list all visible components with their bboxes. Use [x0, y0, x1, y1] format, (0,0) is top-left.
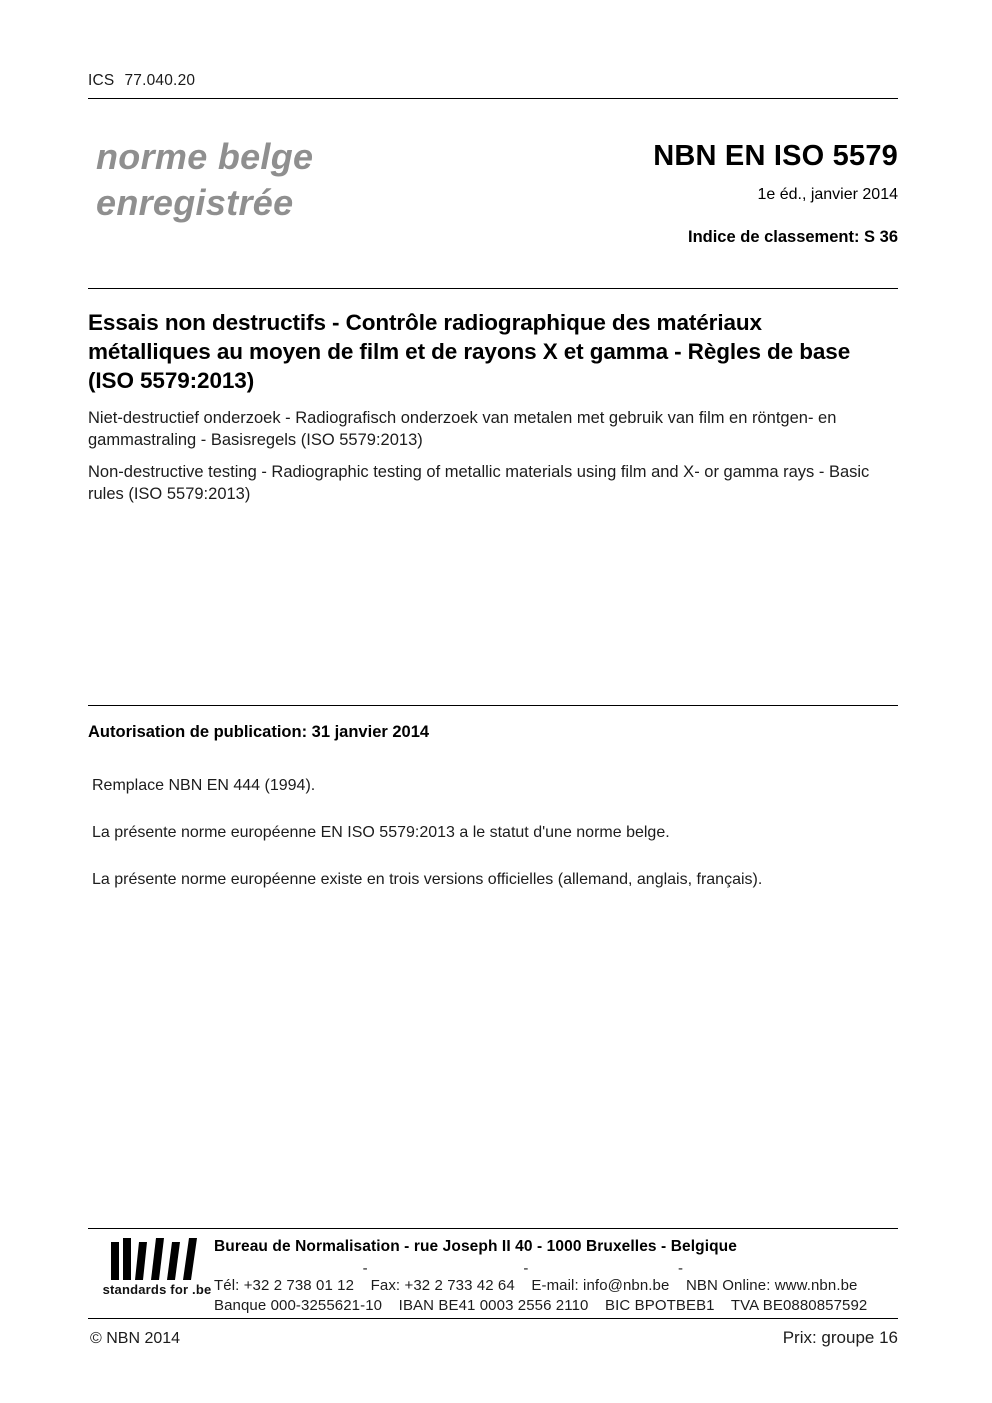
bank-label: Banque: [214, 1297, 267, 1314]
note-item: La présente norme européenne existe en trois versions officielles (allemand, anglais, français).: [92, 871, 763, 888]
iban-label: IBAN: [398, 1297, 435, 1314]
norme-line-2: enregistrée: [96, 182, 294, 223]
nbn-logo: [92, 1236, 222, 1297]
standard-classification: Indice de classement: S 36: [687, 228, 898, 246]
title-dutch: Niet-destructief onderzoek - Radiografisch onderzoek van metalen met gebruik van film en röntgen- en gammastraling - Basisregels (ISO 5579:2013): [88, 409, 837, 449]
standard-number: NBN EN ISO 5579: [653, 140, 898, 172]
nbn-logo-icon: [109, 1236, 205, 1280]
phone-value: +32 2 738 01 12: [243, 1277, 355, 1294]
online-value[interactable]: www.nbn.be: [774, 1277, 858, 1294]
publication-authorization: Autorisation de publication: 31 janvier 2014: [88, 723, 430, 741]
page-content: [88, 0, 898, 1403]
contact-line-phone: Tél: +32 2 738 01 12 - Fax: +32 2 733 42 64 - E-mail: info@nbn.be - NBN Online: www.nbn.be: [214, 1260, 858, 1294]
note-item: Remplace NBN EN 444 (1994).: [92, 777, 316, 794]
price-group: Prix: groupe 16: [782, 1328, 898, 1347]
divider-middle: [88, 288, 898, 289]
contact-line-bank: [214, 1297, 898, 1314]
masthead: [88, 128, 898, 278]
footer-contact-block: [88, 1236, 898, 1312]
masthead-norme-belge: [96, 134, 313, 226]
note-item: La présente norme européenne EN ISO 5579:2013 a le statut d'une norme belge.: [92, 824, 670, 841]
title-french: Essais non destructifs - Contrôle radiographique des matériaux métalliques au moyen de film et de rayons X et gamma - Règles de base (ISO 5579:2013): [88, 310, 851, 393]
email-value[interactable]: info@nbn.be: [583, 1277, 670, 1294]
phone-label: Tél:: [214, 1277, 240, 1294]
tva-value: BE0880857592: [762, 1297, 868, 1314]
norme-line-1: norme belge: [96, 136, 314, 177]
logo-tagline: standards for .be: [102, 1282, 212, 1297]
divider-authorization: [88, 705, 898, 706]
online-label: NBN Online:: [686, 1277, 771, 1294]
tva-label: TVA: [730, 1297, 759, 1314]
title-english: Non-destructive testing - Radiographic testing of metallic materials using film and X- or gamma rays - Basic rules (ISO 5579:2013): [88, 463, 870, 503]
contact-address: Bureau de Normalisation - rue Joseph II 40 - 1000 Bruxelles - Belgique: [214, 1238, 737, 1255]
ics-line: [88, 72, 898, 90]
divider-footer: [88, 1228, 898, 1229]
iban-value: BE41 0003 2556 2110: [438, 1297, 589, 1314]
bic-label: BIC: [605, 1297, 631, 1314]
notes-block: [92, 775, 882, 916]
divider-top: [88, 98, 898, 99]
bic-value: BPOTBEB1: [634, 1297, 715, 1314]
fax-value: +32 2 733 42 64: [404, 1277, 515, 1294]
bank-value: 000-3255621-10: [270, 1297, 383, 1314]
standard-edition: 1e éd., janvier 2014: [757, 186, 898, 203]
ics-label: ICS: [88, 72, 115, 89]
contact-details: [214, 1238, 898, 1317]
title-block: [88, 308, 878, 515]
ics-value: 77.040.20: [124, 72, 196, 89]
copyright-notice: © NBN 2014: [90, 1330, 181, 1347]
fax-label: Fax:: [370, 1277, 401, 1294]
divider-bottom: [88, 1318, 898, 1319]
email-label: E-mail:: [531, 1277, 579, 1294]
